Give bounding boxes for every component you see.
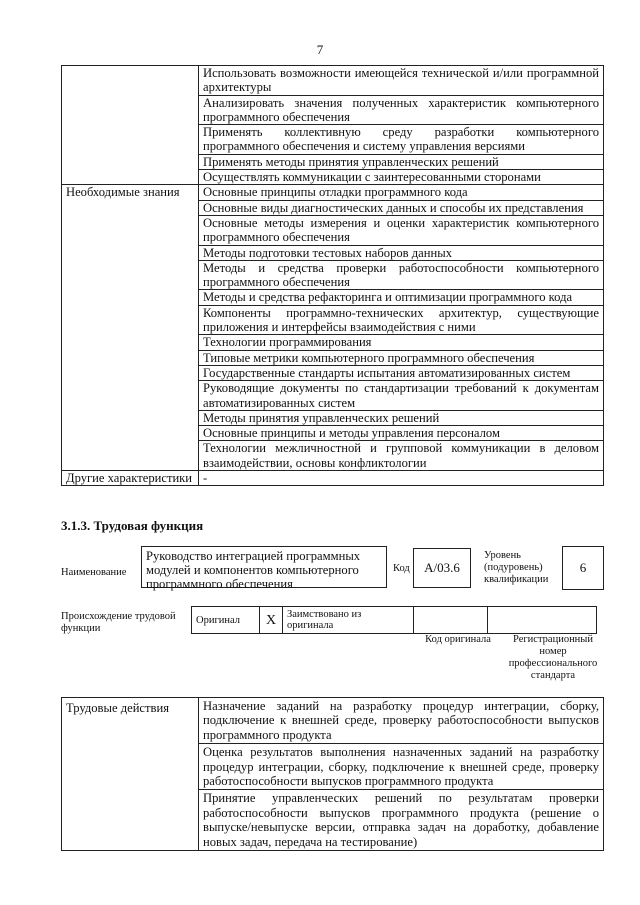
skill-item: Анализировать значения полученных характеристик компьютерного программного обеспечения [199,95,604,125]
knowledge-item: Методы принятия управленческих решений [199,410,604,425]
page-number: 7 [316,42,324,57]
section-title: 3.1.3. Трудовая функция [61,518,204,533]
level-label: Уровень (подуровень) квалификации [484,550,549,585]
other-characteristics-value: - [199,471,604,486]
original-code-caption: Код оригинала [425,634,491,645]
labor-action-item: Принятие управленческих решений по результатам проверки работоспособности выпусков программного продукта (решение о выпуске/невыпуске версии, отправка задач на доработку, добавление новых задач, передача на тестирование) [199,790,604,851]
origin-label: Происхождение трудовой функции [61,611,176,634]
borrowed-label: Заимствовано из оригинала [283,607,414,634]
knowledge-item: Типовые метрики компьютерного программного обеспечения [199,350,604,365]
original-mark: X [260,607,283,634]
labor-action-item: Назначение заданий на разработку процедур интеграции, сборку, подключение к внешней среде, проверку работоспособности выпусков программного продукта [199,698,604,744]
code-label: Код [393,563,410,574]
knowledge-item: Государственные стандарты испытания автоматизированных систем [199,365,604,380]
qualification-level: 6 [562,546,604,590]
knowledge-item: Основные принципы и методы управления персоналом [199,426,604,441]
knowledge-item: Методы и средства проверки работоспособности компьютерного программного обеспечения [199,260,604,290]
table-row [62,471,604,486]
knowledge-item: Технологии программирования [199,335,604,350]
table-row [62,185,604,200]
knowledge-item: Основные виды диагностических данных и способы их представления [199,200,604,215]
function-name: Руководство интеграцией программных модулей и компонентов компьютерного программного обеспечения [141,546,387,588]
knowledge-item: Технологии межличностной и групповой коммуникации в деловом взаимодействии, основы конфликтологии [199,441,604,471]
knowledge-item: Основные принципы отладки программного кода [199,185,604,200]
skill-item: Осуществлять коммуникации с заинтересованными сторонами [199,170,604,185]
table-row [62,698,604,744]
table-row [62,66,604,96]
knowledge-item: Руководящие документы по стандартизации требований к документам автоматизированных систем [199,381,604,411]
original-label: Оригинал [192,607,260,634]
knowledge-item: Компоненты программно-технических архитектур, существующие приложения и интерфейсы взаимодействия с ними [199,305,604,335]
registration-number-caption: Регистрационный номер профессионального стандарта [508,634,598,681]
labor-actions-label: Трудовые действия [62,698,199,851]
skill-item: Применять коллективную среду разработки компьютерного программного обеспечения и систему управления версиями [199,125,604,155]
skill-item: Использовать возможности имеющейся технической и/или программной архитектуры [199,66,604,96]
function-code: A/03.6 [413,548,471,588]
other-characteristics-label: Другие характеристики [62,471,199,486]
skills-label-cell [62,66,199,185]
knowledge-item: Основные методы измерения и оценки характеристик компьютерного программного обеспечения [199,215,604,245]
knowledge-item: Методы и средства рефакторинга и оптимизации программного кода [199,290,604,305]
name-label: Наименование [61,567,127,578]
origin-table [191,606,597,634]
knowledge-label: Необходимые знания [62,185,199,471]
skill-item: Применять методы принятия управленческих решений [199,154,604,169]
skills-knowledge-table [61,65,604,486]
labor-action-item: Оценка результатов выполнения назначенных заданий на разработку процедур интеграции, сборку, подключение к внешней среде, проверку работоспособности выпусков программного продукта [199,744,604,790]
registration-number-cell [488,607,597,634]
original-code-cell [414,607,488,634]
labor-actions-table [61,697,604,851]
knowledge-item: Методы подготовки тестовых наборов данных [199,245,604,260]
